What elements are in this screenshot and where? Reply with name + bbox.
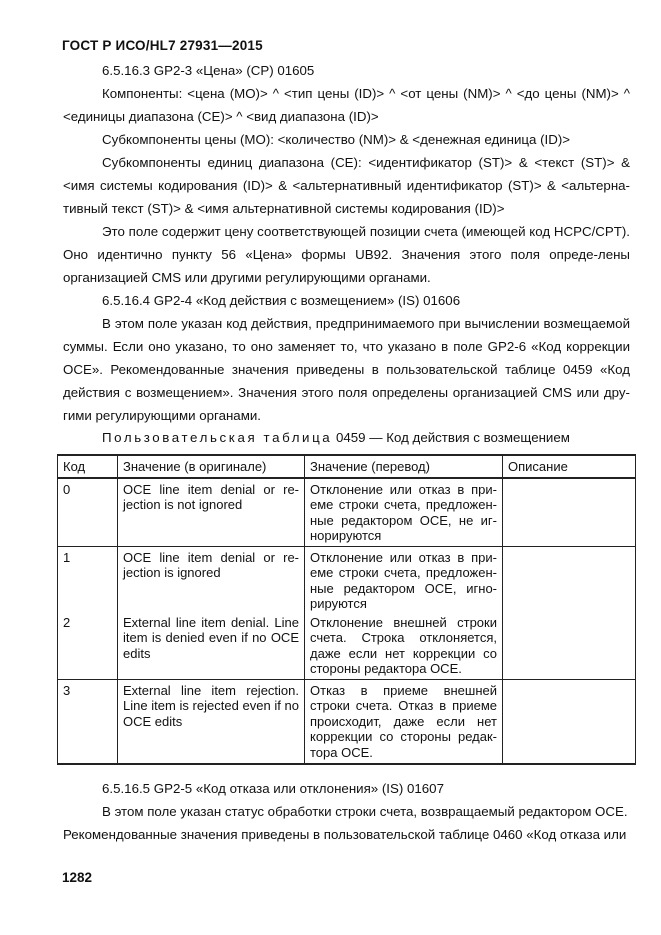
section-title-gp2-5: 6.5.16.5 GP2-5 «Код отказа или отклонения» (IS) 01607 xyxy=(102,781,444,796)
table-row xyxy=(58,546,636,614)
cell-original: External line item rejection. Line item is rejected even if no OCE edits xyxy=(118,679,305,764)
user-table-0459 xyxy=(57,454,636,765)
table-row xyxy=(58,679,636,764)
cell-code: 0 xyxy=(58,478,118,547)
paragraph-range-subcomponents: Субкомпоненты единиц диапазона (CE): <идентификатор (ST)> & <текст (ST)> & <имя системы кодирования (ID)> & <альтернативный идентификатор (ST)> & <альтерна-тивный текст (ST)> & <имя альтернативной системы кодирования (ID)> xyxy=(63,155,630,216)
paragraph-components: Компоненты: <цена (MO)> ^ <тип цены (ID)> ^ <от цены (NM)> ^ <до цены (NM)> ^ <единицы диапазона (CE)> ^ <вид диапазона (ID)> xyxy=(63,86,630,124)
page-number: 1282 xyxy=(62,870,93,885)
cell-description xyxy=(503,679,636,764)
column-header-description: Описание xyxy=(503,455,636,478)
table-row xyxy=(58,614,636,680)
cell-translation: Отклонение или отказ в при-еме строки счета, предложен-ные редактором OCE, игно-рируются xyxy=(305,546,503,614)
cell-code: 3 xyxy=(58,679,118,764)
document-header: ГОСТ Р ИСО/HL7 27931—2015 xyxy=(62,38,263,53)
column-header-original: Значение (в оригинале) xyxy=(118,455,305,478)
column-header-code: Код xyxy=(58,455,118,478)
table-header-row xyxy=(58,455,636,478)
column-header-translation: Значение (перевод) xyxy=(305,455,503,478)
paragraph-price-description: Это поле содержит цену соответствующей позиции счета (имеющей код HCPC/CPT). Оно идентично пункту 56 «Цена» формы UB92. Значения этого поля опреде-лены организацией CMS или другими регулирующими органами. xyxy=(63,224,630,285)
paragraph-rejection-status: В этом поле указан статус обработки строки счета, возвращаемый редактором OCE. xyxy=(102,804,628,819)
cell-code: 1 xyxy=(58,546,118,614)
table-caption xyxy=(102,428,570,448)
cell-description xyxy=(503,614,636,680)
section-title-gp2-4: 6.5.16.4 GP2-4 «Код действия с возмещением» (IS) 01606 xyxy=(102,293,461,308)
cell-translation: Отклонение внешней строки счета. Строка отклоняется, даже если нет коррекции со стороны редактора OCE. xyxy=(305,614,503,680)
paragraph-action-code: В этом поле указан код действия, предпринимаемого при вычислении возмещаемой суммы. Если оно указано, то оно заменяет то, что указано в поле GP2-6 «Код коррекции OCE». Рекомендованные значения приведены в пользовательской таблице 0459 «Код действия с возмещением». Значения этого поля определены организацией CMS или дру-гими регулирующими органами. xyxy=(63,316,630,423)
cell-description xyxy=(503,546,636,614)
table-row xyxy=(58,478,636,547)
paragraph-price-subcomponents: Субкомпоненты цены (MO): <количество (NM)> & <денежная единица (ID)> xyxy=(102,132,571,147)
cell-code: 2 xyxy=(58,614,118,680)
section-title-gp2-3: 6.5.16.3 GP2-3 «Цена» (CP) 01605 xyxy=(102,63,315,78)
table-caption-label: Пользовательская таблица xyxy=(102,430,333,445)
paragraph-rejection-values: Рекомендованные значения приведены в пользовательской таблице 0460 «Код отказа или xyxy=(63,827,627,842)
cell-description xyxy=(503,478,636,547)
cell-original: OCE line item denial or re-jection is not ignored xyxy=(118,478,305,547)
table-caption-title: 0459 — Код действия с возмещением xyxy=(332,430,570,445)
cell-translation: Отклонение или отказ в при-еме строки счета, предложен-ные редактором OCE, не иг-норируются xyxy=(305,478,503,547)
cell-original: External line item denial. Line item is denied even if no OCE edits xyxy=(118,614,305,680)
cell-translation: Отказ в приеме внешней строки счета. Отказ в приеме происходит, даже если нет коррекции со стороны редак-тора OCE. xyxy=(305,679,503,764)
cell-original: OCE line item denial or re-jection is ignored xyxy=(118,546,305,614)
